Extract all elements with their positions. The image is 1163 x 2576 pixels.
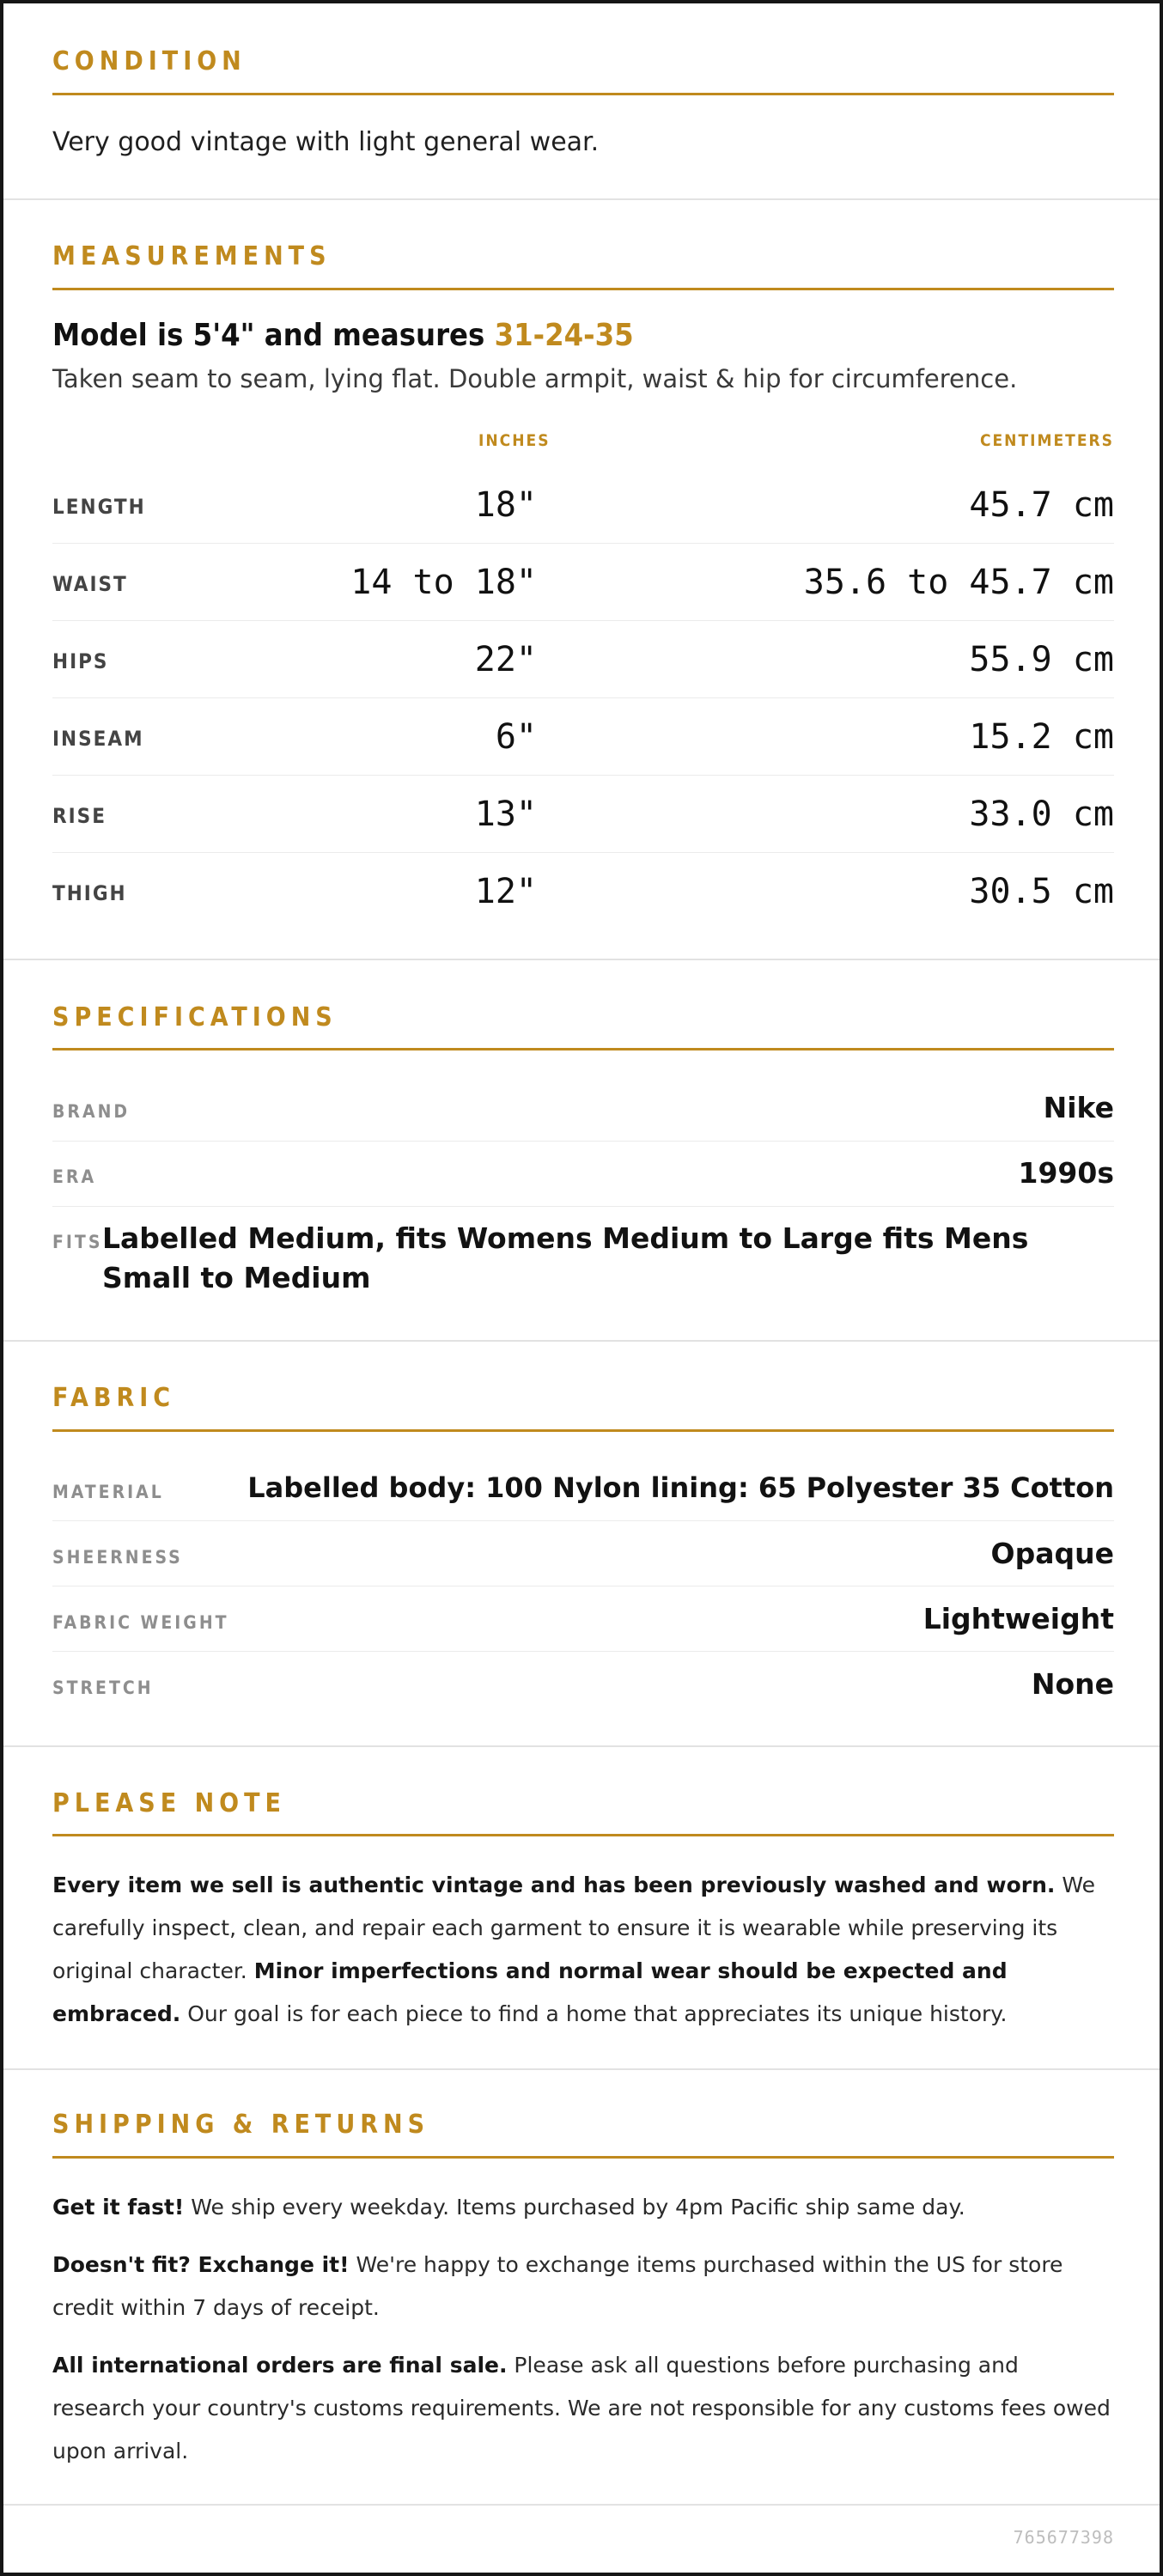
measurement-inches-inseam: 6": [495, 717, 537, 757]
measurement-label-hips: HIPS: [52, 649, 109, 673]
measurement-inches-waist: 14 to 18": [350, 563, 537, 602]
spec-value-brand: Nike: [1043, 1091, 1114, 1124]
fabric-value-stretch: None: [1031, 1667, 1114, 1701]
measurement-note: Taken seam to seam, lying flat. Double armpit, waist & hip for circumference.: [52, 364, 1018, 393]
fabric-heading: FABRIC: [52, 1383, 176, 1413]
row-divider: [52, 543, 1114, 544]
shipping-paragraph-3: [52, 2344, 1114, 2473]
model-measures-prefix: Model is 5'4" and measures: [52, 318, 495, 353]
row-divider: [52, 1141, 1114, 1142]
shipping-paragraph-1: [52, 2186, 1114, 2229]
measurements-heading: MEASUREMENTS: [52, 241, 332, 271]
model-measures-line: [52, 318, 634, 353]
measurement-inches-length: 18": [474, 485, 537, 525]
row-divider: [52, 1520, 1114, 1521]
spec-label-fits: FITS: [52, 1232, 103, 1252]
section-divider: [3, 198, 1160, 200]
spec-value-fits: Labelled Medium, fits Womens Medium to Large fits Mens Small to Medium: [102, 1221, 1029, 1294]
shipping-bold-1: Get it fast!: [52, 2195, 185, 2220]
section-divider: [3, 2068, 1160, 2070]
fabric-label-stretch: STRETCH: [52, 1678, 154, 1698]
condition-rule: [52, 93, 1114, 95]
fabric-value-weight: Lightweight: [922, 1602, 1114, 1635]
model-measures-value: 31-24-35: [494, 318, 634, 353]
fabric-rule: [52, 1429, 1114, 1432]
row-divider: [52, 775, 1114, 776]
measurement-cm-length: 45.7 cm: [969, 485, 1114, 525]
row-divider: [52, 1206, 1114, 1207]
measurements-rule: [52, 288, 1114, 290]
row-divider: [52, 620, 1114, 621]
measurement-inches-rise: 13": [474, 795, 537, 834]
centimeters-column-header: CENTIMETERS: [979, 431, 1114, 450]
section-divider: [3, 2504, 1160, 2506]
measurement-cm-inseam: 15.2 cm: [969, 717, 1114, 757]
condition-text: Very good vintage with light general wear.: [52, 127, 600, 157]
section-divider: [3, 1745, 1160, 1747]
condition-heading: CONDITION: [52, 46, 247, 76]
shipping-heading: SHIPPING & RETURNS: [52, 2110, 430, 2140]
fabric-label-weight: FABRIC WEIGHT: [52, 1612, 229, 1633]
measurement-label-waist: WAIST: [52, 572, 128, 596]
row-divider: [52, 852, 1114, 853]
fabric-value-material: Labelled body: 100 Nylon lining: 65 Polyester 35 Cotton: [247, 1471, 1114, 1504]
sku-number: 765677398: [1013, 2527, 1114, 2548]
please-note-bold-2: Minor imperfections and normal wear should be expected and embraced.: [52, 1958, 1008, 2026]
please-note-text-2: Our goal is for each piece to find a home that appreciates its unique history.: [180, 2001, 1008, 2026]
inches-column-header: INCHES: [478, 431, 551, 450]
spec-value-era: 1990s: [1018, 1156, 1114, 1190]
fabric-label-sheerness: SHEERNESS: [52, 1547, 183, 1568]
measurement-cm-rise: 33.0 cm: [969, 795, 1114, 834]
please-note-heading: PLEASE NOTE: [52, 1788, 286, 1818]
shipping-text-1: We ship every weekday. Items purchased by 4pm Pacific ship same day.: [184, 2195, 965, 2220]
measurement-cm-hips: 55.9 cm: [969, 640, 1114, 679]
row-divider: [52, 1651, 1114, 1652]
measurement-inches-thigh: 12": [474, 872, 537, 911]
measurement-inches-hips: 22": [474, 640, 537, 679]
fabric-label-material: MATERIAL: [52, 1482, 164, 1502]
shipping-paragraph-2: [52, 2244, 1114, 2329]
measurement-cm-waist: 35.6 to 45.7 cm: [803, 563, 1114, 602]
shipping-bold-2: Doesn't fit? Exchange it!: [52, 2252, 350, 2277]
measurement-label-length: LENGTH: [52, 495, 146, 519]
measurement-label-thigh: THIGH: [52, 881, 127, 905]
row-divider: [52, 697, 1114, 698]
please-note-rule: [52, 1834, 1114, 1836]
spec-label-era: ERA: [52, 1166, 97, 1187]
measurement-cm-thigh: 30.5 cm: [969, 872, 1114, 911]
specifications-rule: [52, 1048, 1114, 1050]
section-divider: [3, 959, 1160, 960]
shipping-text-3: Please ask all questions before purchasing and research your country's customs requirements. We are not responsible for any customs fees owed upon arrival.: [52, 2353, 1111, 2463]
please-note-text-1: We carefully inspect, clean, and repair each garment to ensure it is wearable while preserving its original character.: [52, 1873, 1095, 1983]
shipping-bold-3: All international orders are final sale.: [52, 2353, 508, 2378]
spec-label-brand: BRAND: [52, 1101, 131, 1122]
specifications-heading: SPECIFICATIONS: [52, 1002, 338, 1032]
shipping-text-2: We're happy to exchange items purchased within the US for store credit within 7 days of receipt.: [52, 2252, 1063, 2320]
fabric-value-sheerness: Opaque: [990, 1537, 1114, 1570]
please-note-bold-1: Every item we sell is authentic vintage and has been previously washed and worn.: [52, 1873, 1056, 1897]
section-divider: [3, 1340, 1160, 1342]
measurement-label-rise: RISE: [52, 804, 107, 828]
shipping-rule: [52, 2156, 1114, 2159]
please-note-paragraph: [52, 1864, 1114, 2036]
measurement-label-inseam: INSEAM: [52, 727, 144, 751]
